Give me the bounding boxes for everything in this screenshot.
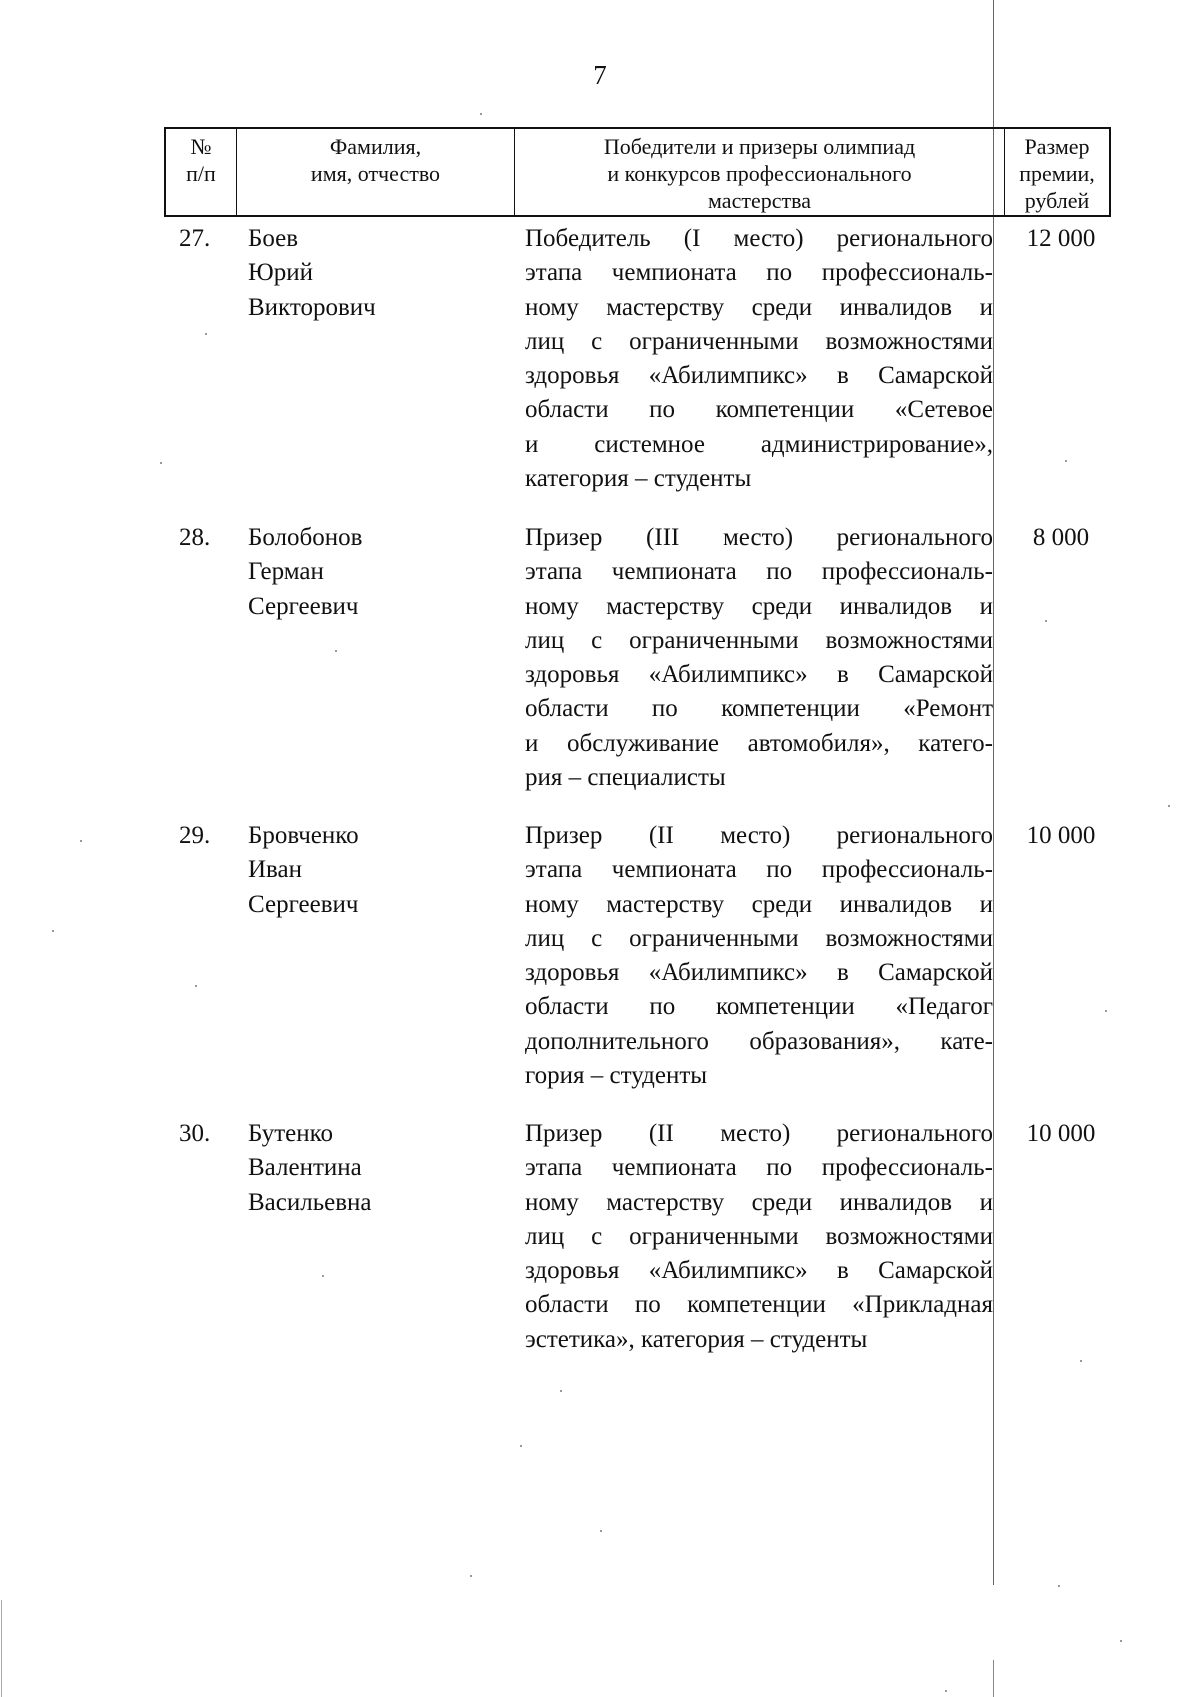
row-full-name bbox=[248, 1117, 508, 1220]
achievement-line: здоровья «Абилимпикс» в Самарской bbox=[525, 959, 993, 987]
scan-speck bbox=[205, 333, 207, 335]
header-achievement bbox=[515, 129, 1005, 215]
scan-speck bbox=[1045, 620, 1047, 622]
header-text-line: премии, bbox=[1019, 161, 1095, 186]
row-prize: 10 000 bbox=[1026, 1120, 1096, 1147]
achievement-line: здоровья «Абилимпикс» в Самарской bbox=[525, 661, 993, 689]
achievement-line: лиц с ограниченными возможностями bbox=[525, 924, 993, 952]
header-prize bbox=[1005, 129, 1109, 215]
scan-speck bbox=[160, 462, 162, 464]
page-number: 7 bbox=[593, 60, 607, 90]
achievement-line: здоровья «Абилимпикс» в Самарской bbox=[525, 362, 993, 390]
first-name: Герман bbox=[248, 558, 324, 586]
scan-speck bbox=[322, 1275, 324, 1277]
surname: Боев bbox=[248, 225, 299, 252]
row-number: 28. bbox=[179, 524, 211, 551]
header-text-line: Размер bbox=[1024, 134, 1090, 159]
achievement-line: Призер (II место) регионального bbox=[525, 822, 993, 849]
achievement-line: Призер (II место) регионального bbox=[525, 1120, 993, 1147]
achievement-line: области по компетенции «Педагог bbox=[525, 993, 993, 1021]
scan-speck bbox=[335, 650, 337, 652]
achievement-line: этапа чемпионата по профессиональ- bbox=[525, 1154, 993, 1182]
achievement-line: категория – студенты bbox=[525, 465, 752, 493]
achievement-line: ному мастерству среди инвалидов и bbox=[525, 890, 993, 918]
patronymic: Васильевна bbox=[248, 1188, 372, 1216]
scan-speck bbox=[195, 985, 197, 987]
patronymic: Сергеевич bbox=[248, 890, 359, 918]
row-achievement bbox=[525, 1117, 993, 1357]
header-text-line: Фамилия, bbox=[329, 134, 422, 159]
surname: Бутенко bbox=[248, 1120, 334, 1147]
row-number: 30. bbox=[179, 1120, 211, 1147]
scan-speck bbox=[1080, 1360, 1082, 1362]
achievement-line: лиц с ограниченными возможностями bbox=[525, 626, 993, 654]
first-name: Иван bbox=[248, 856, 303, 884]
achievement-line: гория – студенты bbox=[525, 1062, 708, 1090]
header-number bbox=[166, 129, 237, 215]
scan-line-left bbox=[1, 1600, 2, 1697]
row-prize: 8 000 bbox=[1032, 524, 1090, 551]
achievement-line: ному мастерству среди инвалидов и bbox=[525, 592, 993, 620]
achievement-line: лиц с ограниченными возможностями bbox=[525, 1222, 993, 1250]
patronymic: Викторович bbox=[248, 293, 376, 321]
row-achievement bbox=[525, 521, 993, 795]
scan-speck bbox=[560, 1390, 562, 1392]
scan-line-bottom bbox=[993, 1660, 994, 1697]
achievement-line: здоровья «Абилимпикс» в Самарской bbox=[525, 1257, 993, 1285]
table-header bbox=[164, 127, 1111, 217]
scan-speck bbox=[1065, 460, 1067, 462]
scan-speck bbox=[1058, 1585, 1060, 1587]
achievement-line: ному мастерству среди инвалидов и bbox=[525, 293, 993, 321]
header-text-line: Победители и призеры олимпиад bbox=[603, 134, 916, 159]
patronymic: Сергеевич bbox=[248, 592, 359, 620]
achievement-line: области по компетенции «Ремонт bbox=[525, 695, 993, 723]
row-achievement bbox=[525, 819, 993, 1093]
row-achievement bbox=[525, 222, 993, 496]
header-text-line: и конкурсов профессионального bbox=[607, 161, 912, 186]
achievement-line: Победитель (I место) регионального bbox=[525, 225, 993, 252]
scan-speck bbox=[80, 840, 82, 842]
scan-speck bbox=[480, 113, 482, 115]
first-name: Юрий bbox=[248, 259, 313, 287]
achievement-line: лиц с ограниченными возможностями bbox=[525, 327, 993, 355]
header-text-line: мастерства bbox=[708, 188, 811, 213]
header-text-line: п/п bbox=[186, 161, 216, 186]
scan-speck bbox=[470, 1575, 472, 1577]
row-number: 29. bbox=[179, 822, 211, 849]
row-prize: 12 000 bbox=[1026, 225, 1096, 252]
achievement-line: и обслуживание автомобиля», катего- bbox=[525, 729, 993, 757]
row-full-name bbox=[248, 819, 508, 922]
row-number: 27. bbox=[179, 225, 211, 252]
surname: Болобонов bbox=[248, 524, 363, 551]
surname: Бровченко bbox=[248, 822, 359, 849]
header-text-line: имя, отчество bbox=[310, 161, 441, 186]
achievement-line: и системное администрирование», bbox=[525, 430, 993, 458]
achievement-line: дополнительного образования», кате- bbox=[525, 1027, 993, 1055]
scan-speck bbox=[600, 1530, 602, 1532]
scan-speck bbox=[52, 930, 54, 932]
scan-speck bbox=[945, 1690, 947, 1692]
scan-speck bbox=[1105, 1010, 1107, 1012]
achievement-line: этапа чемпионата по профессиональ- bbox=[525, 558, 993, 586]
header-full-name bbox=[237, 129, 515, 215]
row-full-name bbox=[248, 521, 508, 624]
first-name: Валентина bbox=[248, 1154, 362, 1182]
achievement-line: этапа чемпионата по профессиональ- bbox=[525, 856, 993, 884]
scan-line bbox=[993, 0, 994, 1585]
scan-speck bbox=[520, 1445, 522, 1447]
scan-speck bbox=[1168, 805, 1170, 807]
achievement-line: ному мастерству среди инвалидов и bbox=[525, 1188, 993, 1216]
achievement-line: области по компетенции «Сетевое bbox=[525, 396, 993, 424]
header-text-line: № bbox=[190, 134, 212, 159]
achievement-line: этапа чемпионата по профессиональ- bbox=[525, 259, 993, 287]
scan-speck bbox=[1120, 1640, 1122, 1642]
achievement-line: Призер (III место) регионального bbox=[525, 524, 993, 551]
achievement-line: эстетика», категория – студенты bbox=[525, 1325, 868, 1353]
achievement-line: рия – специалисты bbox=[525, 764, 726, 792]
row-full-name bbox=[248, 222, 508, 325]
achievement-line: области по компетенции «Прикладная bbox=[525, 1291, 993, 1319]
header-text-line: рублей bbox=[1024, 188, 1090, 213]
row-prize: 10 000 bbox=[1026, 822, 1096, 849]
